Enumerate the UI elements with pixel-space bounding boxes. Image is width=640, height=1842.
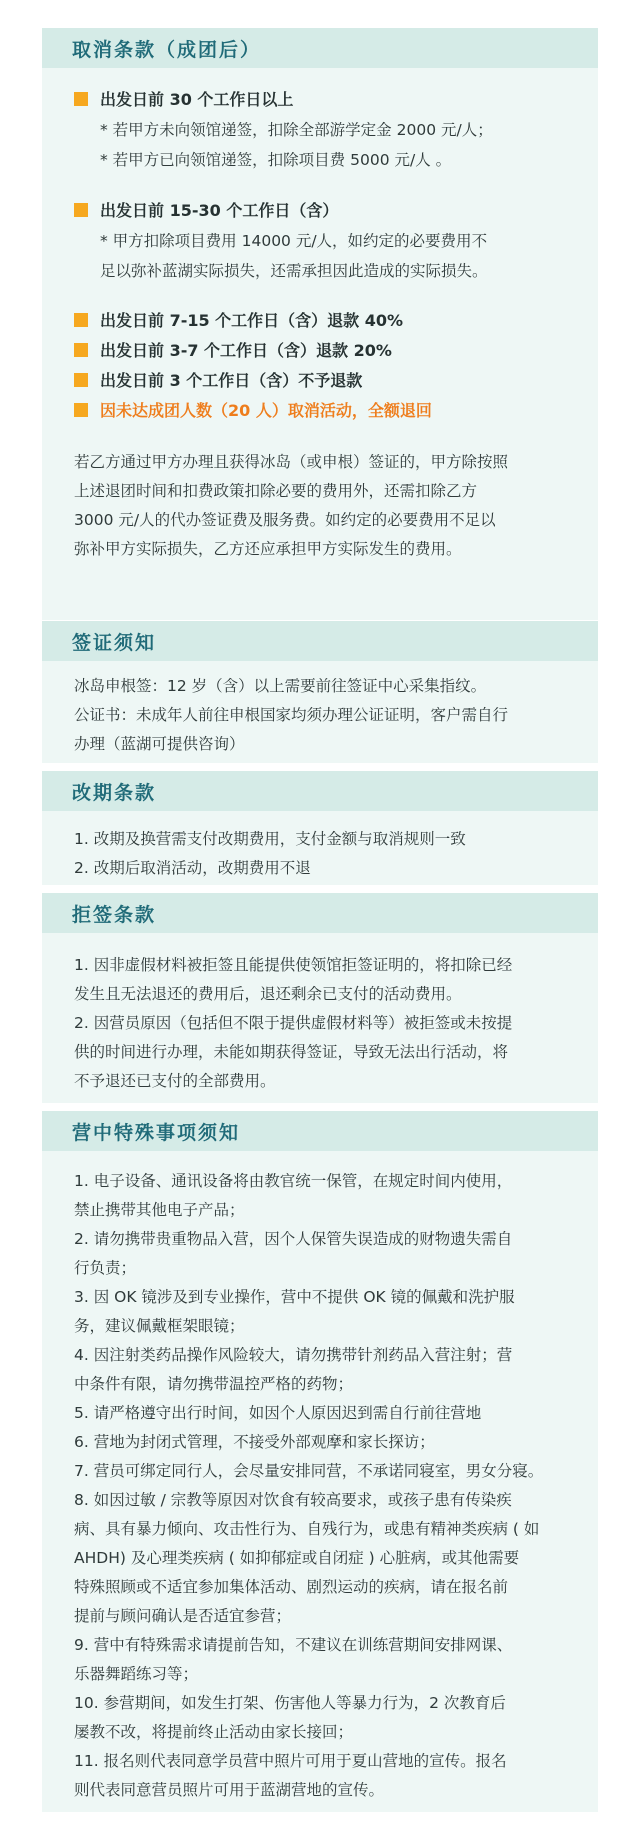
refusal-line-3: 2. 因营员原因（包括但不限于提供虚假材料等）被拒签或未按提 xyxy=(74,1014,513,1032)
cancel-bullet-1-line-2: * 若甲方已向领馆递签，扣除项目费 5000 元/人 。 xyxy=(100,151,452,169)
cancel-bullet-2-line-2: 足以弥补蓝湖实际损失，还需承担因此造成的实际损失。 xyxy=(100,262,488,280)
cancel-para-line-3: 3000 元/人的代办签证费及服务费。如约定的必要费用不足以 xyxy=(74,511,496,529)
reschedule-line-1: 1. 改期及换营需支付改期费用，支付金额与取消规则一致 xyxy=(74,830,466,848)
refusal-line-4: 供的时间进行办理，未能如期获得签证，导致无法出行活动，将 xyxy=(74,1043,509,1061)
cancel-bullet-5: 出发日前 3 个工作日（含）不予退款 xyxy=(74,368,362,391)
cancel-bullet-1: 出发日前 30 个工作日以上 xyxy=(74,87,293,110)
special-line: 4. 因注射类药品操作风险较大，请勿携带针剂药品入营注射；营 xyxy=(74,1346,513,1364)
cancel-bullet-6: 因未达成团人数（20 人）取消活动，全额退回 xyxy=(74,398,432,421)
cancel-para-line-1: 若乙方通过甲方办理且获得冰岛（或申根）签证的，甲方除按照 xyxy=(74,453,509,471)
special-line: 10. 参营期间，如发生打架、伤害他人等暴力行为，2 次教育后 xyxy=(74,1694,506,1712)
reschedule-title: 改期条款 xyxy=(42,771,598,811)
bullet-square-icon xyxy=(74,373,88,387)
bullet-square-icon xyxy=(74,313,88,327)
bullet-square-icon xyxy=(74,92,88,106)
cancel-bullet-2: 出发日前 15-30 个工作日（含） xyxy=(74,198,338,221)
special-line: AHDH) 及心理类疾病 ( 如抑郁症或自闭症 ) 心脏病，或其他需要 xyxy=(74,1549,520,1567)
refusal-section xyxy=(42,893,598,1103)
visa-line-3: 办理（蓝湖可提供咨询） xyxy=(74,735,245,753)
special-line: 11. 报名则代表同意学员营中照片可用于夏山营地的宣传。报名 xyxy=(74,1752,507,1770)
special-line: 屡教不改，将提前终止活动由家长接回； xyxy=(74,1723,354,1741)
cancel-title: 取消条款（成团后） xyxy=(42,28,598,68)
cancel-bullet-4: 出发日前 3-7 个工作日（含）退款 20% xyxy=(74,338,392,361)
special-line: 3. 因 OK 镜涉及到专业操作，营中不提供 OK 镜的佩戴和洗护服 xyxy=(74,1288,515,1306)
reschedule-section xyxy=(42,771,598,885)
special-section xyxy=(42,1111,598,1812)
visa-section xyxy=(42,621,598,763)
refusal-title: 拒签条款 xyxy=(42,893,598,933)
bullet-square-icon xyxy=(74,203,88,217)
special-line: 病、具有暴力倾向、攻击性行为、自残行为，或患有精神类疾病 ( 如 xyxy=(74,1520,540,1538)
special-line: 6. 营地为封闭式管理，不接受外部观摩和家长探访； xyxy=(74,1433,435,1451)
visa-title: 签证须知 xyxy=(42,621,598,661)
special-line: 提前与顾问确认是否适宜参营； xyxy=(74,1607,292,1625)
cancel-bullet-2-line-1: * 甲方扣除项目费用 14000 元/人，如约定的必要费用不 xyxy=(100,232,488,250)
cancel-para-line-2: 上述退团时间和扣费政策扣除必要的费用外，还需扣除乙方 xyxy=(74,482,478,500)
special-line: 1. 电子设备、通讯设备将由教官统一保管，在规定时间内使用， xyxy=(74,1172,513,1190)
bullet-square-icon xyxy=(74,403,88,417)
special-line: 乐器舞蹈练习等； xyxy=(74,1665,199,1683)
reschedule-line-2: 2. 改期后取消活动，改期费用不退 xyxy=(74,859,311,877)
special-line: 7. 营员可绑定同行人，会尽量安排同营，不承诺同寝室，男女分寝。 xyxy=(74,1462,544,1480)
special-line: 禁止携带其他电子产品； xyxy=(74,1201,245,1219)
cancel-para-line-4: 弥补甲方实际损失，乙方还应承担甲方实际发生的费用。 xyxy=(74,540,462,558)
cancel-bullet-3: 出发日前 7-15 个工作日（含）退款 40% xyxy=(74,308,403,331)
special-line: 中条件有限，请勿携带温控严格的药物； xyxy=(74,1375,354,1393)
cancel-bullet-1-line-1: * 若甲方未向领馆递签，扣除全部游学定金 2000 元/人； xyxy=(100,121,493,139)
special-line: 特殊照顾或不适宜参加集体活动、剧烈运动的疾病，请在报名前 xyxy=(74,1578,509,1596)
special-line: 2. 请勿携带贵重物品入营，因个人保管失误造成的财物遗失需自 xyxy=(74,1230,513,1248)
refusal-line-2: 发生且无法退还的费用后，退还剩余已支付的活动费用。 xyxy=(74,985,462,1003)
special-line: 则代表同意营员照片可用于蓝湖营地的宣传。 xyxy=(74,1781,385,1799)
special-line: 行负责； xyxy=(74,1259,137,1277)
refusal-line-1: 1. 因非虚假材料被拒签且能提供使领馆拒签证明的，将扣除已经 xyxy=(74,956,513,974)
special-line: 9. 营中有特殊需求请提前告知，不建议在训练营期间安排网课、 xyxy=(74,1636,513,1654)
special-line: 务，建议佩戴框架眼镜； xyxy=(74,1317,245,1335)
refusal-line-5: 不予退还已支付的全部费用。 xyxy=(74,1072,276,1090)
special-line: 5. 请严格遵守出行时间，如因个人原因迟到需自行前往营地 xyxy=(74,1404,482,1422)
visa-line-1: 冰岛申根签：12 岁（含）以上需要前往签证中心采集指纹。 xyxy=(74,677,487,695)
visa-line-2: 公证书：未成年人前往申根国家均须办理公证证明，客户需自行 xyxy=(74,706,509,724)
special-line: 8. 如因过敏 / 宗教等原因对饮食有较高要求，或孩子患有传染疾 xyxy=(74,1491,512,1509)
special-title: 营中特殊事项须知 xyxy=(42,1111,598,1151)
cancel-section xyxy=(42,28,598,620)
bullet-square-icon xyxy=(74,343,88,357)
